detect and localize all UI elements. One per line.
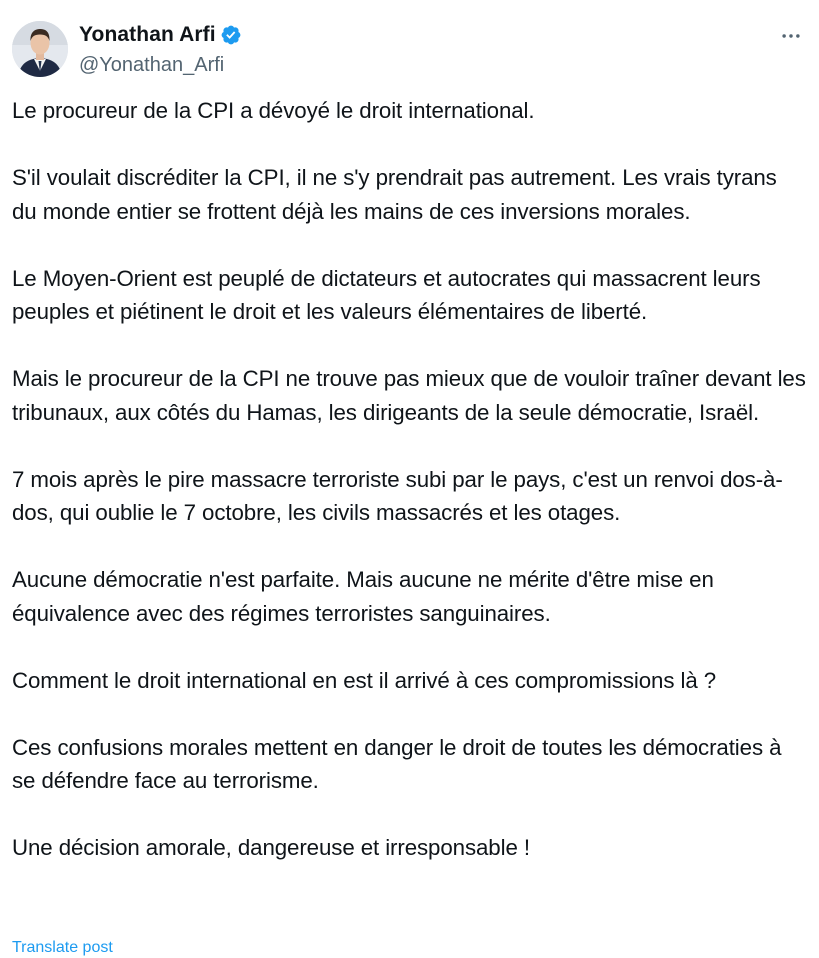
author-handle[interactable]: @Yonathan_Arfi [79,54,225,76]
tweet-paragraph: S'il voulait discréditer la CPI, il ne s'y prendrait pas autrement. Les vrais tyrans du monde entier se frottent déjà les mains de ces inversions morales. [12,165,777,224]
avatar-portrait-icon [12,21,68,77]
verified-badge-icon [220,24,242,46]
tweet-paragraph: Ces confusions morales mettent en danger le droit de toutes les démocraties à se défendre face au terrorisme. [12,734,782,793]
tweet-text [12,94,807,865]
avatar[interactable] [12,21,68,77]
tweet-paragraph: Aucune démocratie n'est parfaite. Mais aucune ne mérite d'être mise en équivalence avec des régimes terroristes sanguinaires. [12,567,714,626]
tweet-paragraph: Comment le droit international en est il arrivé à ces compromissions là ? [12,667,717,693]
tweet-paragraph: 7 mois après le pire massacre terroriste subi par le pays, c'est un renvoi dos-à-dos, qui oublie le 7 octobre, les civils massacrés et les otages. [12,466,783,525]
more-options-button[interactable] [779,24,803,48]
tweet-paragraph: Une décision amorale, dangereuse et irresponsable ! [12,835,530,860]
display-name-row [79,21,242,49]
tweet-header [12,20,807,78]
tweet-paragraph: Le Moyen-Orient est peuplé de dictateurs et autocrates qui massacrent leurs peuples et piétinent le droit et les valeurs élémentaires de liberté. [12,265,761,324]
tweet-paragraph: Le procureur de la CPI a dévoyé le droit international. [12,98,535,123]
display-name[interactable]: Yonathan Arfi [79,23,216,46]
translate-post-link[interactable]: Translate post [12,939,113,956]
author-names [79,21,242,78]
more-horizontal-icon [780,25,802,47]
tweet-paragraph: Mais le procureur de la CPI ne trouve pas mieux que de vouloir traîner devant les tribunaux, aux côtés du Hamas, les dirigeants de la seule démocratie, Israël. [12,366,806,425]
